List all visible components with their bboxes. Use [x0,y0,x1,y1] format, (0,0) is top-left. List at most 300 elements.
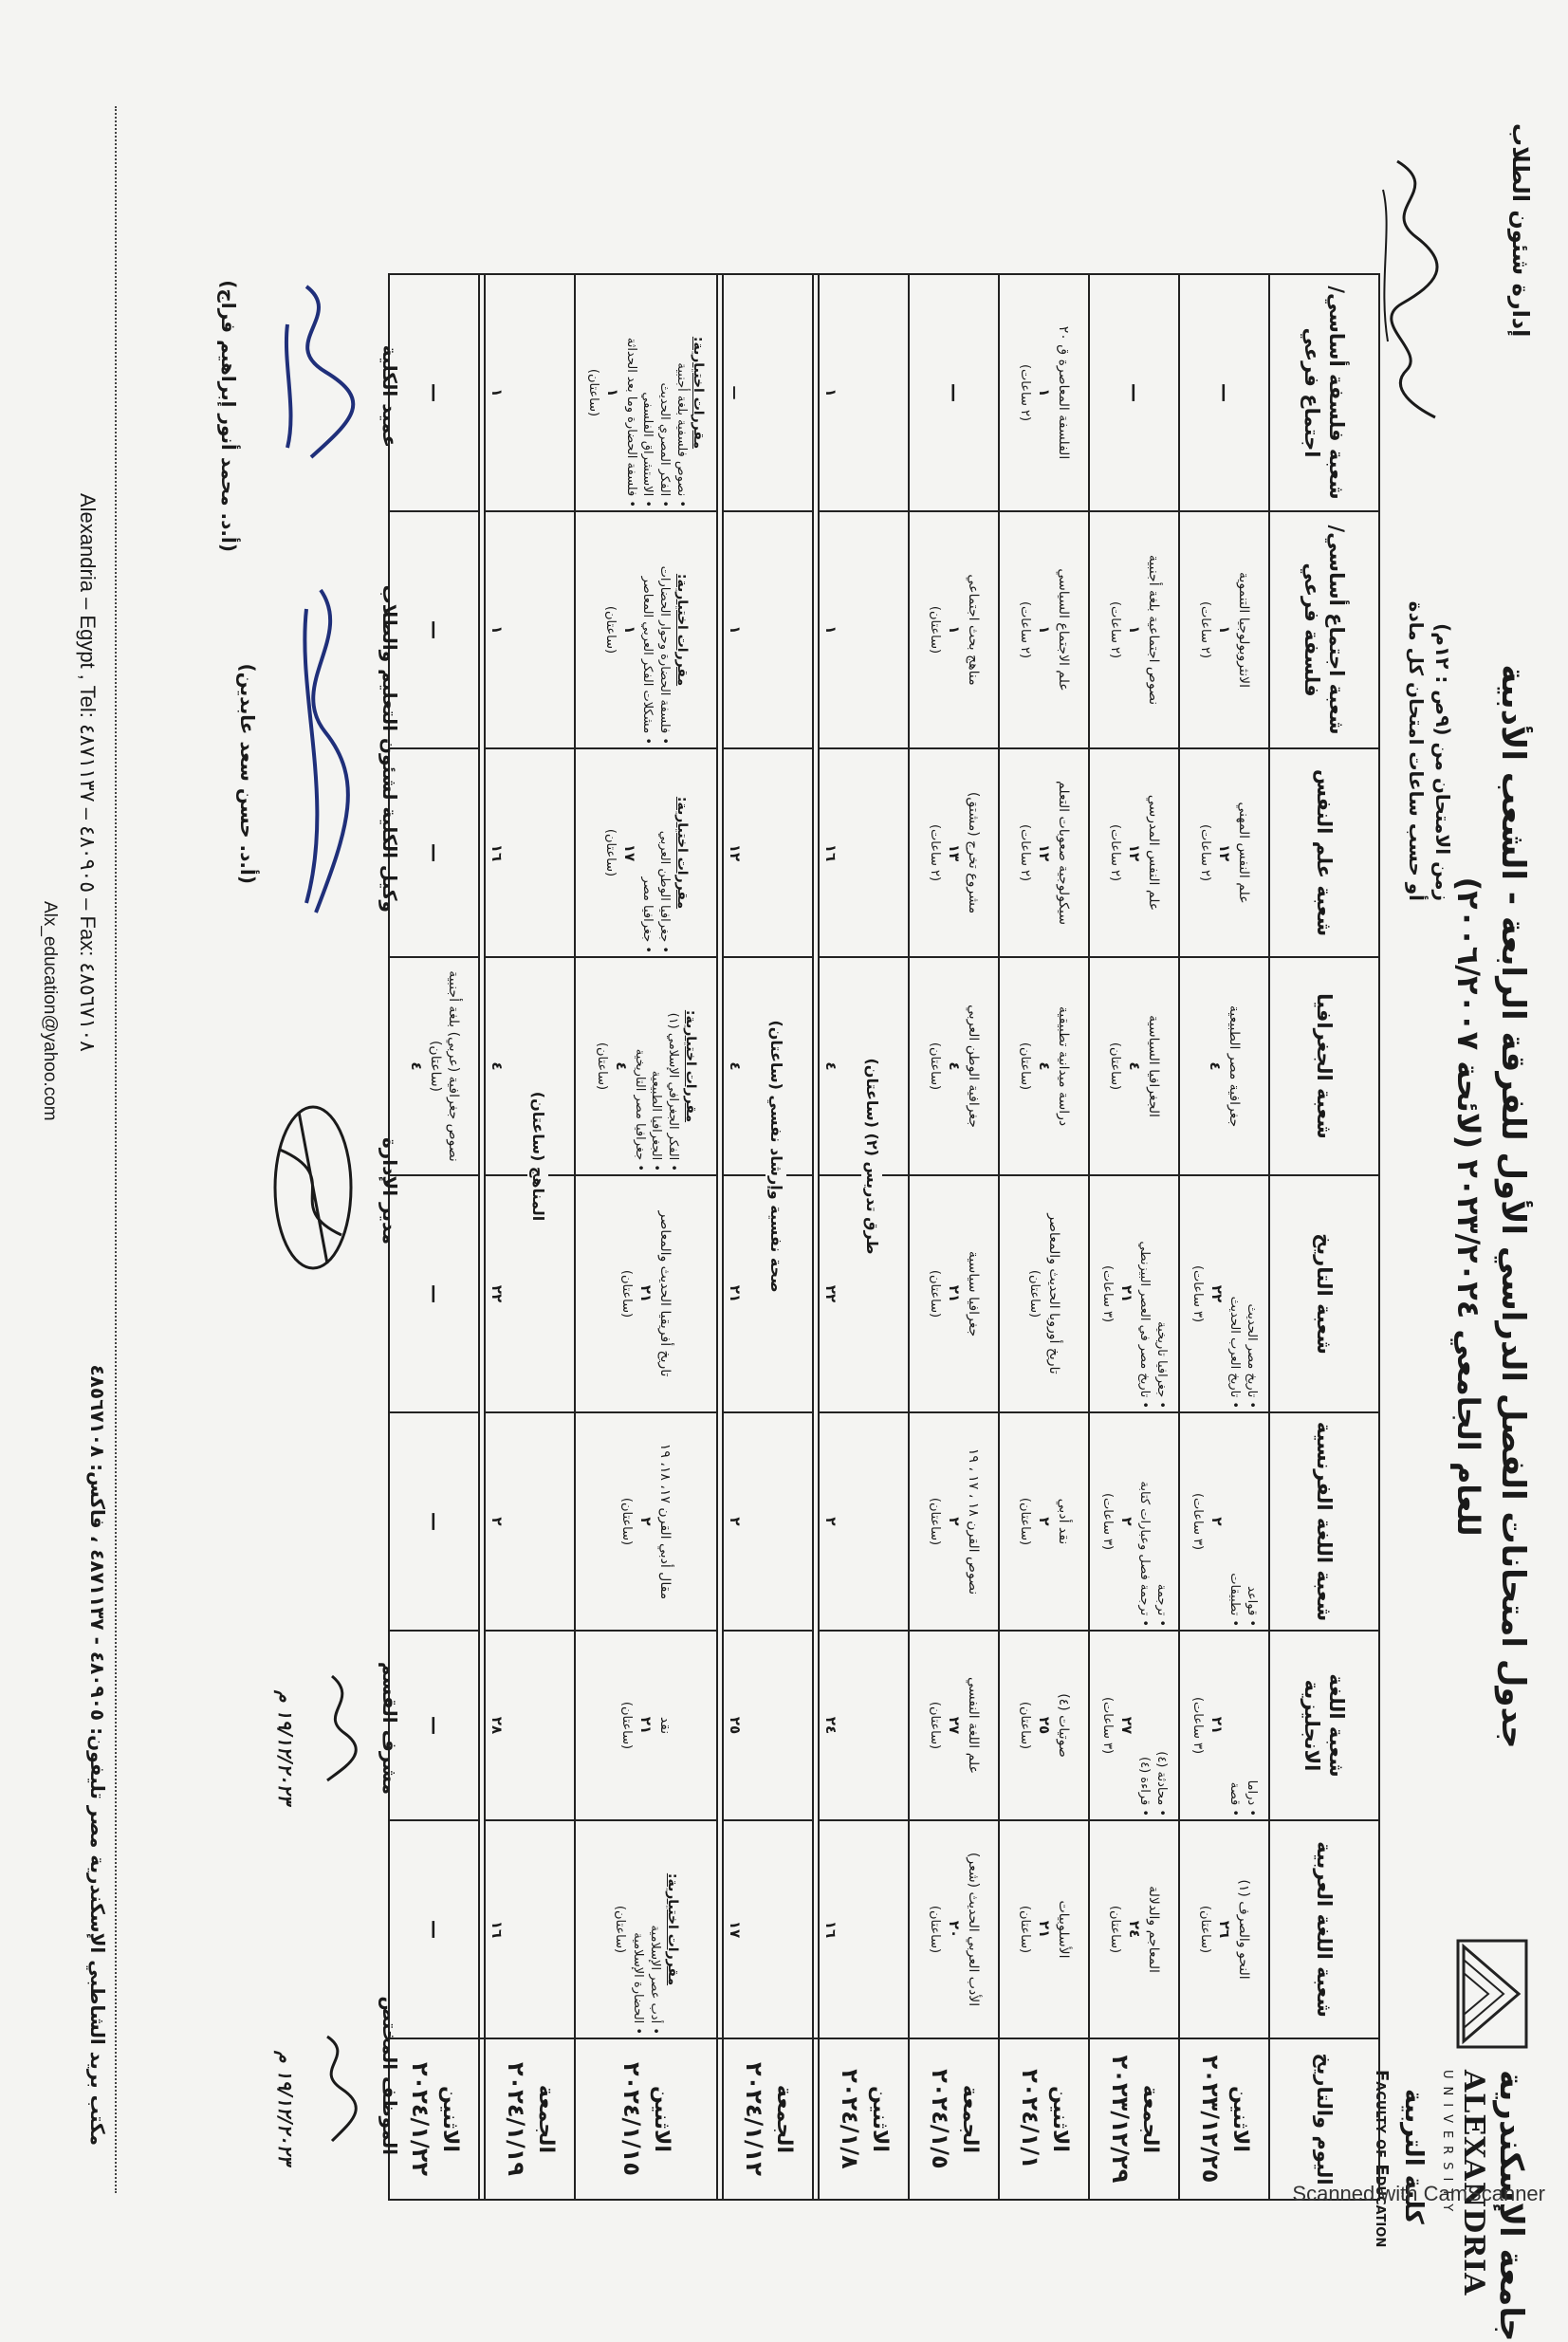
subject-name: الأسلوبيات [1055,1900,1071,1959]
subject-name: • ترجمة • ترجمة فصل وعبارات كتابة [1137,1481,1169,1627]
day-name: الاثنين [650,2086,674,2152]
exam-schedule-table [388,273,1380,2201]
header-sociology: شعبة اجتماع أساسي/ فلسفة فرعي [1269,511,1379,748]
exam-duration: (ساعتان) [1197,1905,1212,1954]
university-subtitle: UNIVERSITY [1440,2070,1454,2220]
table-row [575,274,717,2200]
subject-code: ١٢ [727,843,745,862]
header-english: شعبة اللغة الانجليزية [1269,1631,1379,1820]
date-cell [389,2038,479,2200]
exam-time-alt-line: أو حسب ساعات امتحان كل مادة [1405,600,1428,901]
exam-duration: (ساعتان) [586,368,601,417]
empty-dash: — [423,1716,446,1735]
faculty-name-english: Faculty of Education [1372,2070,1392,2248]
cell-philosophy [1089,274,1179,511]
signature-name-dean: (أ.د. محمد أنور إبراهيم فراج) [217,280,240,552]
date-cell [485,2038,575,2200]
exam-date: ٢٠٢٣/١٢/٢٩ [1106,2055,1134,2184]
cell-english [999,1631,1089,1820]
day-name: الاثنين [867,2086,892,2152]
day-name: الاثنين [1047,2086,1072,2152]
subject-name: • قواعد • تطبيقات [1227,1573,1259,1627]
exam-duration: (٢ ساعات) [1017,363,1032,422]
subject-code: ٤ [945,1061,963,1071]
subject-code: — [727,385,745,400]
exam-duration: (ساعتان) [1026,1269,1042,1319]
date-cell [1179,2038,1269,2200]
subject-code: ٢١ [637,1716,655,1735]
cell-english [575,1631,717,1820]
table-row [389,274,479,2200]
exam-duration: (ساعتان) [1107,1042,1122,1091]
cell-arabic [389,1820,479,2038]
subject-code: ٢ [1208,1517,1226,1526]
cell-english [909,1631,999,1820]
exam-duration: (٢ ساعات) [1107,600,1122,659]
subject-code: ١٦ [822,1920,840,1939]
exam-duration: (٣ ساعات) [1099,1696,1115,1755]
subject-name: المعاجم والدلالة [1145,1886,1161,1973]
exam-duration: (ساعتان) [619,1497,635,1546]
subject-code: ١٧ [620,843,638,862]
subject-code: ٢١ [1035,1920,1053,1939]
subject-code: ٢٧ [1117,1716,1135,1735]
exam-date: ٢٠٢٤/١/١٢ [740,2061,767,2177]
exam-duration: (ساعتان) [927,1701,942,1750]
cell-sociology [575,511,717,748]
cell-french [1179,1412,1269,1631]
exam-duration: (ساعتان) [1017,1497,1032,1546]
cell-geography [575,957,717,1175]
cell-sociology [909,511,999,748]
signature-title-officer: الموظف المختص [378,1996,401,2155]
cell-psychology [485,748,575,957]
subject-code: ١ [604,388,622,397]
header-geography: شعبة الجغرافيا [1269,957,1379,1175]
footer-address-english: Alexandria – Egypt , Tel: ٤٨٠٩٠٥ – ٤٨٧١١٣٧ – Fax: ٤٨٥٦٧١٠٨ [76,493,100,1052]
subject-code: ٤ [489,1061,507,1071]
cell-english [819,1631,909,1820]
subject-code: ٤ [613,1061,631,1071]
cell-sociology [999,511,1089,748]
exam-duration: (ساعتان) [927,605,942,655]
day-name: الاثنين [437,2086,462,2152]
subject-code: ٤ [1207,1061,1225,1071]
exam-duration: (ساعتان) [1017,1905,1032,1954]
exam-date: ٢٠٢٤/١/١ [1016,2069,1043,2169]
footer-email: Alx_education@yahoo.com [40,901,60,1121]
cell-philosophy [999,274,1089,511]
cell-psychology [575,748,717,957]
cell-psychology [819,748,909,957]
university-name-arabic: جامعة الإسكندرية [1492,2070,1530,2342]
page-title: جدول امتحانات الفصل الدراسي الأول للفرقة الرابعة - الشعب الأدبية [1494,664,1532,1749]
table-header-row [1269,274,1379,2200]
cell-geography [1179,957,1269,1175]
merged-subject-label: صحة نفسية وإرشاد نفسي (ساعتان) [766,1014,786,1298]
exam-date: ٢٠٢٤/١/١٩ [502,2061,529,2177]
cell-english [389,1631,479,1820]
subject-name: جغرافيا سياسية [965,1250,981,1337]
subject-code: ٢٤ [1125,1920,1143,1939]
header-history: شعبة التاريخ [1269,1175,1379,1412]
subject-code: ١ [727,625,745,635]
subject-name: • فلسفة الحضارة وحوار الحضارات • مشكلات الفكر العربي المعاصر [640,565,672,745]
elective-heading: مقررات اختيارية: [673,796,690,910]
subject-name: سيكولوجية صعوبات التعلم [1055,780,1071,925]
empty-dash: — [423,1284,446,1303]
exam-duration: (ساعتان) [612,1905,627,1954]
subject-code: ٢١ [945,1284,963,1303]
cell-sociology [1089,511,1179,748]
cell-history [1179,1175,1269,1412]
signature-vice-dean-image [278,581,363,922]
subject-name: الأدب العربي الحديث (شعر) [965,1852,981,2007]
merged-subject-row [717,274,723,2200]
empty-dash: — [423,1512,446,1531]
subject-code: ٢ [727,1517,745,1526]
header-philosophy: شعبة فلسفة أساسي/ اجتماع فرعي [1269,274,1379,511]
date-cell [819,2038,909,2200]
empty-dash: — [423,1920,446,1939]
subject-name: جغرافية مصر الطبيعية [1227,1005,1243,1128]
exam-duration: (ساعتان) [927,1042,942,1091]
subject-code: ٢٧ [945,1716,963,1735]
scanner-watermark: Scanned with CamScanner [1292,2182,1545,2205]
subject-name: نصوص جغرافية (عربي) بلغة أجنبية (ساعتان) [427,970,461,1162]
cell-arabic [819,1820,909,2038]
cell-philosophy [909,274,999,511]
day-name: الجمعة [533,2084,558,2154]
footer-address-arabic: مكتب بريد الشاطبي الإسكندرية مصر تليفون: ٤٨٠٩٠٥ - ٤٨٧١١٣٧ ، فاكس: ٤٨٥٦٧١٠٨ [86,1364,109,2146]
cell-arabic [1089,1820,1179,2038]
subject-code: ٢٢ [1208,1284,1226,1303]
date-cell [909,2038,999,2200]
exam-duration: (٣ ساعات) [1099,1264,1115,1323]
signature-title-supervisor: مشرف القسم [378,1661,401,1795]
subject-code: ٢ [945,1517,963,1526]
exam-date: ٢٠٢٤/١/١٥ [618,2061,646,2177]
day-name: الاثنين [1227,2086,1252,2152]
exam-date: ٢٠٢٤/١/٨ [836,2069,863,2169]
empty-dash: — [1213,383,1236,402]
cell-history [909,1175,999,1412]
merged-date-spacer [479,2038,485,2200]
subject-name: نقد [657,1716,673,1735]
subject-name: نصوص اجتماعية بلغة أجنبية [1145,554,1161,706]
subject-code: ١ [489,625,507,635]
table-body [389,274,1269,2200]
cell-sociology [389,511,479,748]
date-cell [723,2038,813,2200]
cell-history [389,1175,479,1412]
subject-name: • دراما • قصة [1227,1780,1259,1816]
exam-duration: (ساعتان) [1017,1042,1032,1091]
merged-date-spacer [717,2038,723,2200]
subject-code: ١٣ [945,843,963,862]
exam-duration: (٣ ساعات) [1190,1492,1205,1551]
exam-duration: (٣ ساعات) [1190,1264,1205,1323]
cell-arabic [485,1820,575,2038]
cell-philosophy [1179,274,1269,511]
exam-duration: (ساعتان) [602,828,618,877]
signature-officer-image [308,2032,365,2146]
cell-geography [1089,957,1179,1175]
elective-heading: مقررات اختيارية: [673,573,690,687]
exam-time-line: زمن الامتحان من (٩ص : ١٢م) [1431,623,1454,901]
exam-duration: (ساعتان) [619,1701,635,1750]
subject-name: • جغرافيا الوطن العربي • جغرافيا مصر [640,830,672,953]
subject-code: ٢٢ [489,1284,507,1303]
subject-code: ١ [1125,625,1143,635]
subject-name: الفلسفة المعاصرة ق ٢٠ [1055,325,1071,460]
exam-duration: (ساعتان) [594,1042,609,1091]
cell-french [485,1412,575,1631]
cell-philosophy [485,274,575,511]
subject-code: ٢٠ [945,1920,963,1939]
cell-geography [909,957,999,1175]
merged-subject-label: طرق تدريس (٢) (ساعتان) [861,1052,882,1260]
empty-dash: — [423,620,446,639]
subject-code: ١ [1035,388,1053,397]
cell-english [1089,1631,1179,1820]
table-row [485,274,575,2200]
subject-code: ٤ [822,1061,840,1071]
exam-duration: (٢ ساعات) [1197,600,1212,659]
cell-sociology [723,511,813,748]
subject-code: ١ [489,388,507,397]
signature-supervisor-image [308,1671,365,1785]
signature-date-officer: ١٩/١٢/٢٠٢٣ م [274,2051,297,2165]
merged-subject-row [479,274,485,2200]
subject-name: الانثروبولوجيا التنموية [1235,571,1251,689]
cell-psychology [1089,748,1179,957]
cell-arabic [999,1820,1089,2038]
subject-code: ٢٢ [822,1284,840,1303]
subject-code: ٤ [1125,1061,1143,1071]
subject-name: • نصوص فلسفية بلغة أجنبية • الفكر المصري الحديث • الاستشراق الفلسفي • فلسفة الحضارة وما بعد الحداثة [623,337,689,507]
subject-code: ١٦ [489,1920,507,1939]
empty-dash: — [423,383,446,402]
university-emblem-icon [1454,1937,1530,2051]
university-name-english: ALEXANDRIA [1457,2070,1490,2296]
subject-code: ٢٥ [1035,1716,1053,1735]
exam-time-note [1403,408,1456,901]
subject-code: ١٧ [727,1920,745,1939]
subject-name: نقد أدبي [1055,1498,1071,1545]
cell-philosophy [819,274,909,511]
subject-name: • الفكر الجغرافي الإسلامي (١) • الجغرافيا الطبيعية • جغرافيا مصر التاريخية [632,1012,680,1171]
subject-code: ٢١ [637,1284,655,1303]
date-cell [999,2038,1089,2200]
elective-heading: مقررات اختيارية: [682,1009,698,1123]
subject-code: ٢١ [727,1284,745,1303]
subject-code: ٤ [1035,1061,1053,1071]
subject-name: علم النفس المهني [1235,802,1251,904]
cell-english [723,1631,813,1820]
table-row [1179,274,1269,2200]
subject-code: ١ [945,625,963,635]
subject-code: ١٢ [1035,843,1053,862]
subject-code: ١٢ [1215,843,1233,862]
handwritten-note-image [1369,152,1454,427]
cell-history [1089,1175,1179,1412]
cell-psychology [723,748,813,957]
subject-name: صوتيات (٤) [1055,1693,1071,1758]
subject-name: تاريخ أفريقيا الحديث والمعاصر [657,1210,673,1377]
subject-code: ١٦ [822,843,840,862]
subject-code: ٤ [407,1061,425,1071]
subject-code: ١ [822,388,840,397]
exam-duration: (٢ ساعات) [1197,823,1212,882]
header-french: شعبة اللغة الفرنسية [1269,1412,1379,1631]
cell-philosophy [389,274,479,511]
cell-sociology [819,511,909,748]
subject-name: • تاريخ مصر الحديث • تاريخ العرب الحديث [1227,1296,1259,1409]
cell-french [723,1412,813,1631]
subject-name: مشروع تخرج (مشتق) [965,791,981,914]
cell-arabic [909,1820,999,2038]
elective-heading: مقررات اختيارية: [664,1872,680,1986]
subject-name: علم الاجتماع السياسي [1055,568,1071,692]
exam-date: ٢٠٢٤/١/٥ [926,2069,953,2169]
header-date: اليوم والتاريخ [1269,2038,1379,2200]
signature-name-vice-dean: (أ.د. حسن سعد عابدين) [236,663,259,884]
exam-duration: (٣ ساعات) [1190,1696,1205,1755]
cell-french [1089,1412,1179,1631]
cell-history [575,1175,717,1412]
exam-duration: (ساعتان) [927,1497,942,1546]
faculty-name-arabic: كلية التربية [1399,2089,1428,2224]
subject-code: ٢٤ [822,1716,840,1735]
table-row [909,274,999,2200]
subject-name: الجغرافيا السياسية [1145,1015,1161,1117]
signature-title-vice-dean: وكيل الكلية لشئون التعليم والطلاب [378,584,401,913]
subject-name: مناهج بحث اجتماعي [965,574,981,686]
signature-dean-image [268,277,363,467]
cell-psychology [1179,748,1269,957]
empty-dash: — [423,843,446,862]
subject-name: تاريخ أوروبا الحديث والمعاصر [1045,1213,1061,1374]
subject-code: ٢١ [1208,1716,1226,1735]
empty-dash: — [943,383,966,402]
exam-duration: (٢ ساعات) [1017,823,1032,882]
exam-duration: (ساعتان) [602,605,618,655]
exam-duration: (٢ ساعات) [927,823,942,882]
cell-arabic [1179,1820,1269,2038]
subject-name: جغرافية الوطن العربي [965,1005,981,1128]
day-name: الجمعة [957,2084,982,2154]
subject-code: ٤ [727,1061,745,1071]
cell-psychology [999,748,1089,957]
cell-psychology [909,748,999,957]
cell-sociology [1179,511,1269,748]
subject-code: ٢ [637,1517,655,1526]
exam-duration: (ساعتان) [927,1269,942,1319]
day-name: الجمعة [1137,2084,1162,2154]
exam-duration: (٣ ساعات) [1099,1492,1115,1551]
header-psychology: شعبة علم النفس [1269,748,1379,957]
subject-code: ٢ [822,1517,840,1526]
subject-code: ١ [620,625,638,635]
merged-subject-row [813,274,819,2200]
subject-code: ٢١ [1117,1284,1135,1303]
date-cell [575,2038,717,2200]
exam-duration: (٢ ساعات) [1017,600,1032,659]
day-name: الجمعة [771,2084,796,2154]
subject-code: ٢٨ [489,1716,507,1735]
subject-name: دراسة ميدانية تطبيقية [1055,1005,1071,1127]
cell-english [485,1631,575,1820]
empty-dash: — [1123,383,1146,402]
merged-date-spacer [813,2038,819,2200]
exam-duration: (ساعتان) [927,1905,942,1954]
cell-psychology [389,748,479,957]
cell-french [909,1412,999,1631]
merged-subject-label: المناهج (ساعتان) [527,1086,548,1226]
cell-philosophy [575,274,717,511]
header-arabic: شعبة اللغة العربية [1269,1820,1379,2038]
signature-title-dean: عميد الكلية [378,344,401,448]
cell-arabic [723,1820,813,2038]
subject-code: ٢ [1035,1517,1053,1526]
subject-name: • أدب عصر الإسلامية • الحضارة الإسلامية [631,1925,662,2035]
subject-name: النحو والصرف (١) [1235,1879,1251,1980]
subject-name: نصوص القرن ١٨ ، ١٧ ، ١٩ [965,1448,981,1595]
exam-date: ٢٠٢٤/١/٢٢ [406,2061,434,2177]
cell-geography [389,957,479,1175]
exam-date: ٢٠٢٣/١٢/٢٥ [1196,2055,1224,2184]
subject-code: ٢٥ [727,1716,745,1735]
cell-french [999,1412,1089,1631]
cell-philosophy [723,274,813,511]
subject-code: ١ [1035,625,1053,635]
cell-french [819,1412,909,1631]
signature-manager-image [261,1093,365,1282]
subject-name: • محادثة (٤) • قراءة (٤) [1137,1751,1169,1816]
signature-date-supervisor: ١٩/١٢/٢٠٢٣ م [274,1690,297,1804]
subject-code: ١ [1215,625,1233,635]
table-row [1089,274,1179,2200]
exam-duration: (ساعتان) [619,1269,635,1319]
cell-history [999,1175,1089,1412]
cell-english [1179,1631,1269,1820]
elective-heading: مقررات اختيارية: [691,336,707,450]
exam-duration: (ساعتان) [1107,1905,1122,1954]
subject-name: مقال أدبي القرن ١٧، ١٨، ١٩ [657,1443,673,1600]
exam-duration: (٢ ساعات) [1107,823,1122,882]
subject-code: ٢٦ [1215,1920,1233,1939]
cell-french [389,1412,479,1631]
signature-title-manager: مدير الإدارة [378,1136,401,1245]
cell-french [575,1412,717,1631]
table-row [999,274,1089,2200]
cell-arabic [575,1820,717,2038]
subject-code: ٢ [489,1517,507,1526]
cell-sociology [485,511,575,748]
subject-name: • جغرافيا تاريخية • تاريخ مصر في العصر البيزنطي [1137,1241,1169,1409]
subject-name: علم اللغة النفسي [965,1677,981,1774]
exam-duration: (ساعتان) [1017,1701,1032,1750]
subject-code: ١ [822,625,840,635]
department-label: إدارة شئون الطلاب [1507,123,1534,338]
date-cell [1089,2038,1179,2200]
subject-code: ١٦ [489,843,507,862]
subject-code: ١٢ [1125,843,1143,862]
footer-divider [115,106,117,2193]
page-subtitle: للعام الجامعي ٢٠٢٣/٢٠٢٤ (لائحة ٢٠٠٦/٢٠٠٧) [1450,876,1486,1537]
cell-geography [999,957,1089,1175]
